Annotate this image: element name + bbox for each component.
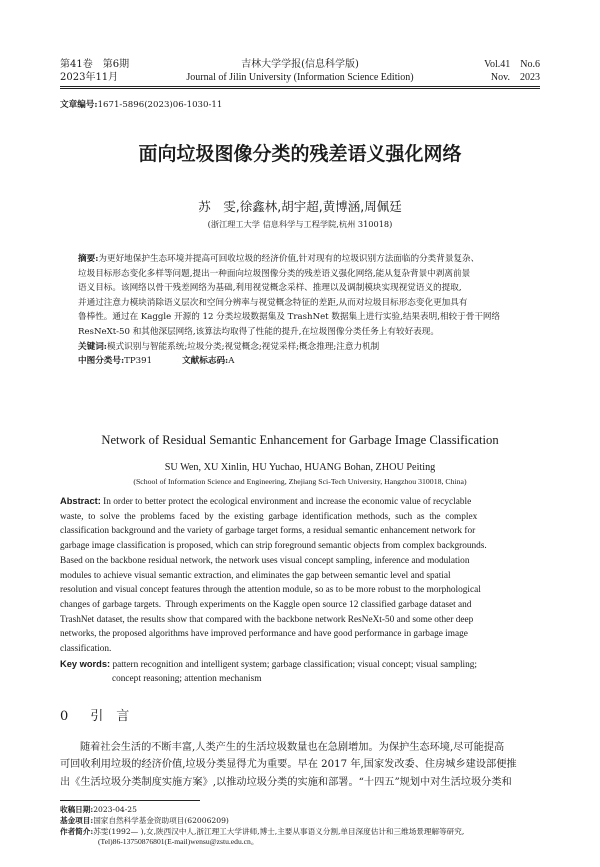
authors-zh: 苏 雯,徐鑫林,胡宇超,黄博涵,周佩廷 [198,199,402,214]
header-rule [60,86,540,87]
header-journal-zh: 吉林大学学报(信息科学版) [241,59,359,70]
classification [78,354,548,369]
abstract-en-line: classification background and the variety of garbage target forms, a residual semantic enhancement network for [60,526,476,537]
received-label: 收稿日期: [60,805,94,814]
footnote-bio [60,827,540,838]
class-no-label: 中图分类号: [78,356,125,367]
bio-line1: 苏雯(1992— ),女,陕西汉中人,浙江理工大学讲师,博士,主要从事语义分割,单目深度估计和三维场景理解等研究, [93,826,465,836]
abstract-zh-line: 并通过注意力模块消除语义层次和空间分辨率与视觉概念特征的差距,从而对垃圾目标形态变化更加具有 [78,297,468,308]
abstract-zh-line: 垃圾目标形态变化多样等问题,提出一种面向垃圾图像分类的残差语义强化网络,能从复杂背景中剥离前景 [78,268,471,279]
keywords-en-label: Key words: [60,658,111,669]
abstract-en-line: networks, the proposed algorithms have improved performance and have good performance in garbage image [60,629,468,640]
fund-value: 国家自然科学基金资助项目(62006209) [93,815,229,825]
title-en: Network of Residual Semantic Enhancement for Garbage Image Classification [101,433,499,447]
intro-paragraph [60,739,540,791]
abstract-en-line: waste, to solve the problems faced by the existing garbage identification methods, such as the complex [60,511,478,522]
intro-line: 出《生活垃圾分类制度实施方案》,以推动垃圾分类的实施和部署。“十四五”规划中对生活垃圾分类和 [60,776,512,788]
article-id-value: 1671-5896(2023)06-1030-11 [97,100,223,110]
keywords-en-line2: concept reasoning; attention mechanism [112,674,262,685]
abstract-en-line: resolution and visual concept features through the attention module, so as to be more robust to the morphological [60,585,481,596]
header-date-en: Nov. 2023 [490,72,540,83]
doc-code-value: A [228,356,235,367]
article-id-label: 文章编号: [60,100,98,110]
abstract-en-line: Based on the backbone residual network, the network uses visual concept sampling, inference and modulation [60,555,470,566]
abstract-en [60,494,540,687]
authors-en: SU Wen, XU Xinlin, HU Yuchao, HUANG Bohan, ZHOU Peiting [164,462,436,473]
header-journal-en: Journal of Jilin University (Information Science Edition) [186,72,414,83]
footnote-received [60,805,540,816]
abstract-en-line: TrashNet dataset, the results show that compared with the backbone network ResNeXt-50 and some other deep [60,614,474,625]
footnote-fund [60,816,540,827]
section-number: 0 [60,709,69,724]
bio-label: 作者简介: [60,826,94,836]
received-date: 2023-04-25 [93,805,137,814]
fund-label: 基金项目: [60,815,94,825]
class-no-value: TP391 [124,356,153,367]
keywords-zh [78,340,548,355]
section-heading [60,709,129,725]
footnote-rule [60,800,200,801]
keywords-en [60,657,540,673]
footnotes [60,805,540,848]
abstract-zh-line: 鲁棒性。通过在 Kaggle 开源的 12 分类垃圾数据集及 TrashNet 数据集上进行实验,结果表明,相较于骨干网络 [78,312,501,323]
abstract-en-line: changes of garbage targets. Through experiments on the Kaggle open source 12 classified garbage dataset and [60,599,472,610]
header-date-zh: 2023年11月 [60,72,119,83]
abstract-en-label: Abstract: [60,496,101,506]
title-zh: 面向垃圾图像分类的残差语义强化网络 [138,143,462,165]
abstract-zh-line: ResNeXt-50 和其他深层网络,该算法均取得了性能的提升,在垃圾图像分类任务上有较好表现。 [78,326,439,337]
keywords-en-line1: pattern recognition and intelligent system; garbage classification; visual concept; visual sampling; [112,659,478,670]
affiliation-en: (School of Information Science and Engineering, Zhejiang Sci-Tech University, Hangzhou 310018, China) [133,477,467,486]
intro-line: 可回收利用垃圾的经济价值,垃圾分类显得尤为重要。早在 2017 年,国家发改委、住房城乡建设部便推 [60,759,517,771]
bio-line2: (Tel)86-13750876801(E-mail)wensu@zstu.edu.cn。 [98,837,259,847]
article-id [60,98,222,110]
abstract-en-line: classification. [60,644,112,655]
abstract-en-line: modules to achieve visual semantic extraction, and eliminates the gap between semantic level and spatial [60,570,451,581]
header-volume-en: Vol.41 No.6 [484,59,540,70]
keywords-zh-value: 模式识别与智能系统;垃圾分类;视觉概念;视觉采样;概念推理;注意力机制 [106,341,380,352]
doc-code-label: 文献标志码: [182,356,229,367]
abstract-en-line: garbage image classification is proposed, which can strip foreground semantic objects from complex backgrounds. [60,541,487,552]
abstract-zh-line: 语义目标。该网络以骨干残差网络为基础,利用视觉概念采样、推理以及调制模块实现视觉语义的提取, [78,283,462,294]
abstract-zh-label: 摘要: [78,254,99,264]
intro-line: 随着社会生活的不断丰富,人类产生的生活垃圾数量也在急剧增加。为保护生态环境,尽可能提高 [80,742,505,753]
section-title: 引 言 [90,709,130,724]
abstract-zh-line: 摘要:为更好地保护生态环境并提高可回收垃圾的经济价值,针对现有的垃圾识别方法面临的分类背景复杂、 [78,254,480,264]
header-rule-thin [60,88,540,89]
keywords-zh-label: 关键词: [78,341,107,352]
affiliation-zh: (浙江理工大学 信息科学与工程学院,杭州 310018) [207,219,393,229]
abstract-zh [78,252,548,369]
header-volume-zh: 第41卷 第6期 [60,59,130,70]
abstract-en-line: Abstract: In order to better protect the ecological environment and increase the economic value of recyclable [60,496,472,507]
